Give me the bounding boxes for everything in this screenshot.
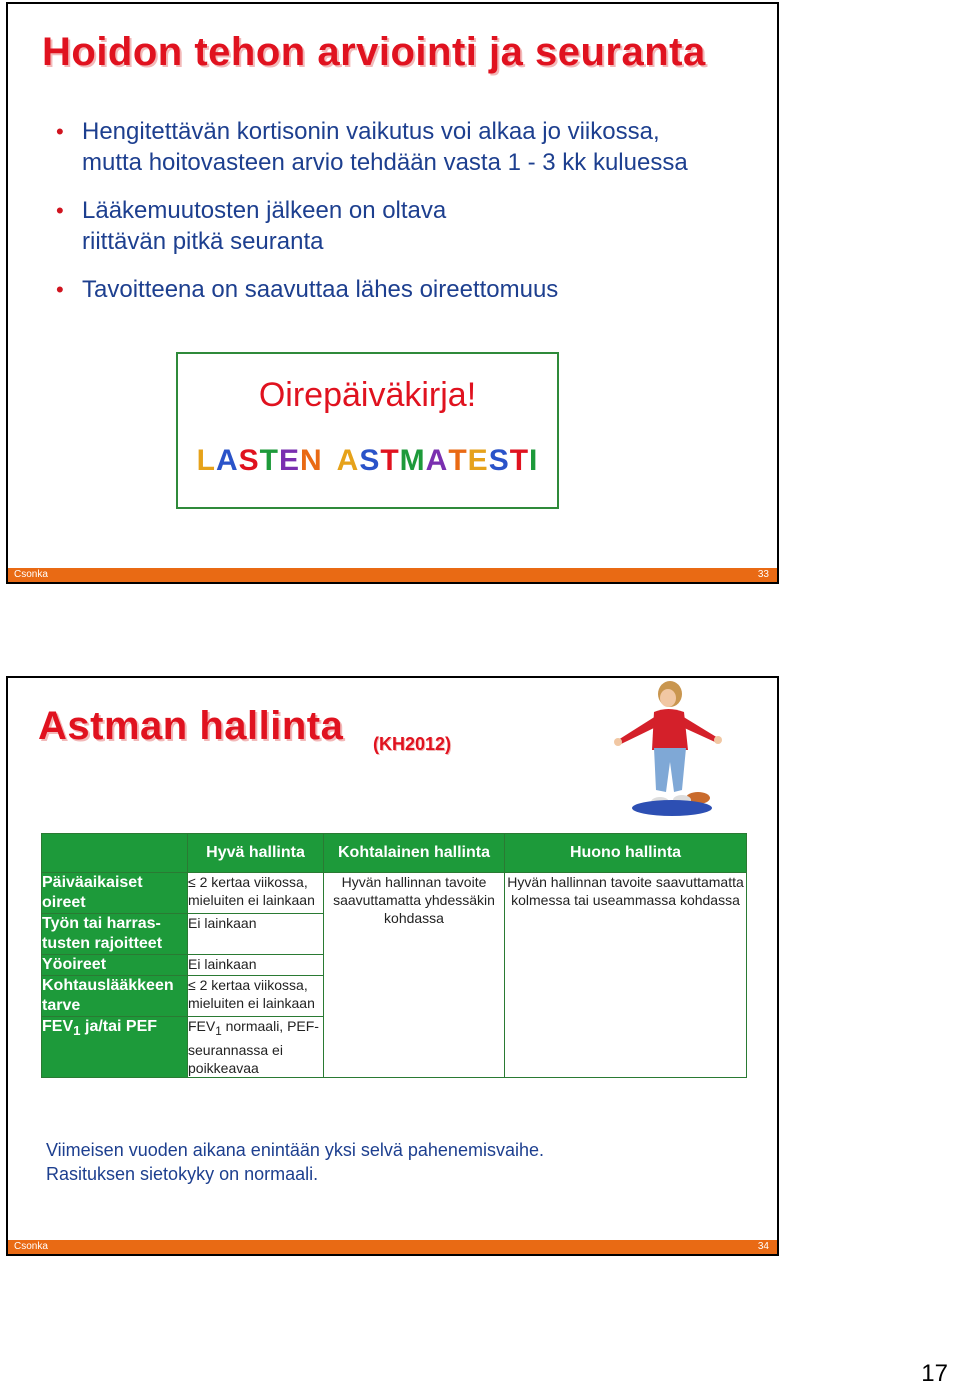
row-label: Päiväaikaiset oireet [42,873,188,914]
asthma-test-letter: S [238,444,260,477]
bullet-line: Tavoitteena on saavuttaa lähes oireettomuus [82,276,559,303]
asthma-test-letter: S [488,444,510,477]
footer-author: Csonka [14,569,48,580]
bullet-line: Lääkemuutosten jälkeen on oltava [82,197,447,224]
asthma-test-letter: N [299,444,323,477]
row-label [42,1017,188,1078]
footer-author: Csonka [14,1241,48,1252]
asthma-test-letter: T [448,444,468,477]
fev-text-rest: normaali, PEF-seurannassa ei poikkeavaa [188,1018,319,1076]
bullet-list [52,116,752,322]
header-good-control: Hyvä hallinta [188,834,324,873]
good-control-cell: Ei lainkaan [188,914,324,955]
fev-text: FEV [188,1018,216,1034]
asthma-test-letter: T [259,444,279,477]
bullet-icon: • [56,119,64,144]
asthma-test-letter: E [467,444,489,477]
asthma-test-letter: I [529,444,539,477]
document-page-number: 17 [921,1360,948,1387]
fev-label: FEV [42,1018,74,1035]
asthma-test-letter: A [215,444,239,477]
table-corner [42,834,188,873]
slide-title: Astman hallinta [38,704,344,748]
good-control-cell [188,1017,324,1078]
slide-footer [8,1240,777,1254]
good-control-cell: ≤ 2 kertaa viikossa, mieluiten ei lainkaan [188,976,324,1017]
balance-board-girl-image [606,680,736,820]
asthma-test-letter: M [399,444,426,477]
bullet-item [52,116,752,178]
bullet-line: Hengitettävän kortisonin vaikutus voi alkaa jo viikossa, [82,118,660,145]
fev-subscript: 1 [215,1024,222,1038]
row-label: Yöoireet [42,955,188,976]
slide-subtitle: (KH2012) [373,734,452,754]
poor-control-cell: Hyvän hallinnan tavoite saavuttamatta kolmessa tai useammassa kohdassa [505,873,747,1078]
slide-note [46,1138,544,1186]
bullet-line: riittävän pitkä seuranta [82,228,324,255]
asthma-test-letter: S [359,444,381,477]
symptom-diary-box [176,352,559,509]
asthma-test-logo [178,444,557,478]
asthma-test-letter: A [425,444,449,477]
fev-subscript: 1 [73,1023,81,1039]
table-row [42,873,747,914]
bullet-item [52,195,752,257]
diary-title: Oirepäiväkirja! [258,376,477,414]
good-control-cell: ≤ 2 kertaa viikossa, mieluiten ei lainkaan [188,873,324,914]
asthma-test-letter: E [278,444,300,477]
note-line: Rasituksen sietokyky on normaali. [46,1164,319,1184]
note-line: Viimeisen vuoden aikana enintään yksi selvä pahenemisvaihe. [46,1140,544,1160]
header-moderate-control: Kohtalainen hallinta [324,834,505,873]
asthma-control-table [41,833,747,1078]
row-label: Kohtauslääkkeen tarve [42,976,188,1017]
slide-33 [6,2,779,584]
bullet-line: mutta hoitovasteen arvio tehdään vasta 1 - 3 kk kuluessa [82,149,688,176]
footer-page-number: 34 [757,1241,769,1252]
slide-title: Hoidon tehon arviointi ja seuranta [42,30,706,74]
asthma-test-letter: T [380,444,400,477]
footer-page-number: 33 [757,569,769,580]
bullet-icon: • [56,277,64,302]
slide-footer [8,568,777,582]
row-label: Työn tai harras-tusten rajoitteet [42,914,188,955]
bullet-item [52,274,752,305]
slide-34 [6,676,779,1256]
asthma-test-letter: L [196,444,216,477]
asthma-test-letter: A [336,444,360,477]
bullet-icon: • [56,198,64,223]
asthma-test-letter: T [509,444,530,477]
header-poor-control: Huono hallinta [505,834,747,873]
good-control-cell: Ei lainkaan [188,955,324,976]
moderate-control-cell: Hyvän hallinnan tavoite saavuttamatta yhdessäkin kohdassa [324,873,505,1078]
fev-label-rest: ja/tai PEF [80,1018,158,1035]
